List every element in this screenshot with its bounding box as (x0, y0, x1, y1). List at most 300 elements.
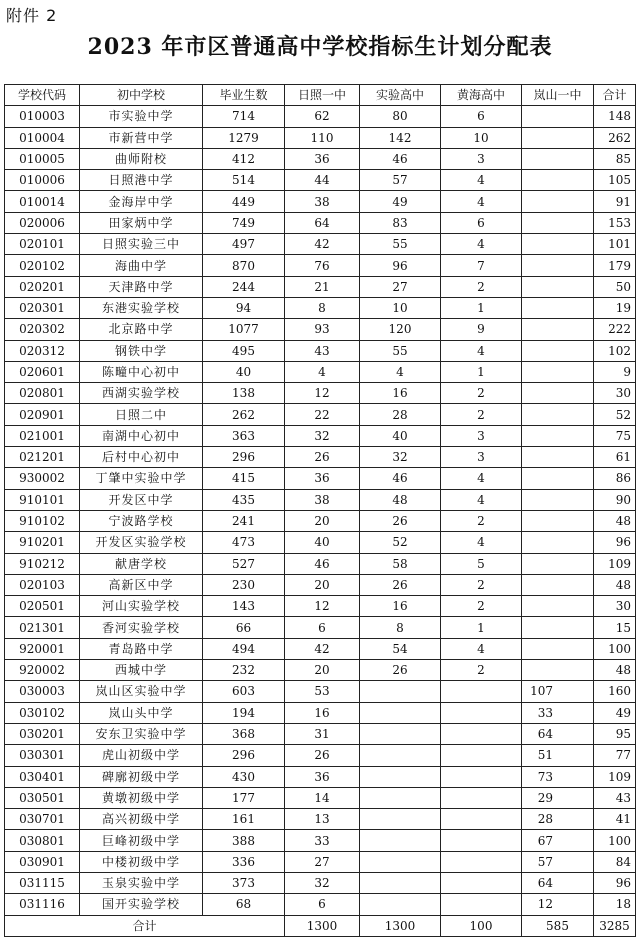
col-header-rizhao-yizhong: 日照一中 (285, 85, 360, 106)
col-header-shiyan-gaozhong: 实验高中 (360, 85, 441, 106)
cell-huanghai-gaozhong: 2 (441, 383, 522, 404)
table-row (5, 425, 636, 446)
cell-total: 100 (594, 830, 636, 851)
table-row (5, 766, 636, 787)
cell-rizhao-yizhong: 46 (285, 553, 360, 574)
cell-graduates: 241 (203, 510, 285, 531)
cell-middle-school: 后村中心初中 (80, 447, 203, 468)
cell-graduates: 363 (203, 425, 285, 446)
cell-rizhao-yizhong: 38 (285, 489, 360, 510)
cell-rizhao-yizhong: 64 (285, 212, 360, 233)
cell-school-code: 910201 (5, 532, 80, 553)
cell-school-code: 030701 (5, 809, 80, 830)
cell-lanshan-yizhong (522, 319, 594, 340)
cell-rizhao-yizhong: 12 (285, 383, 360, 404)
cell-total: 262 (594, 127, 636, 148)
cell-rizhao-yizhong: 44 (285, 170, 360, 191)
cell-total: 109 (594, 766, 636, 787)
cell-huanghai-gaozhong (441, 745, 522, 766)
cell-graduates: 296 (203, 447, 285, 468)
cell-school-code: 031116 (5, 894, 80, 915)
table-row (5, 148, 636, 169)
cell-rizhao-yizhong: 36 (285, 468, 360, 489)
cell-shiyan-gaozhong: 52 (360, 532, 441, 553)
cell-shiyan-gaozhong (360, 766, 441, 787)
table-row (5, 234, 636, 255)
cell-huanghai-gaozhong: 4 (441, 234, 522, 255)
cell-shiyan-gaozhong (360, 745, 441, 766)
cell-middle-school: 田家炳中学 (80, 212, 203, 233)
cell-total: 15 (594, 617, 636, 638)
cell-shiyan-gaozhong: 46 (360, 468, 441, 489)
cell-total: 179 (594, 255, 636, 276)
cell-huanghai-gaozhong: 6 (441, 106, 522, 127)
cell-middle-school: 钢铁中学 (80, 340, 203, 361)
cell-lanshan-yizhong (522, 489, 594, 510)
cell-middle-school: 开发区实验学校 (80, 532, 203, 553)
cell-lanshan-yizhong: 12 (522, 894, 594, 915)
cell-middle-school: 日照实验三中 (80, 234, 203, 255)
cell-huanghai-gaozhong: 1 (441, 361, 522, 382)
cell-rizhao-yizhong: 8 (285, 297, 360, 318)
cell-middle-school: 岚山区实验中学 (80, 681, 203, 702)
cell-shiyan-gaozhong (360, 787, 441, 808)
cell-huanghai-gaozhong: 1 (441, 297, 522, 318)
cell-total: 148 (594, 106, 636, 127)
col-header-middle-school: 初中学校 (80, 85, 203, 106)
cell-graduates: 415 (203, 468, 285, 489)
cell-shiyan-gaozhong: 46 (360, 148, 441, 169)
cell-school-code: 020101 (5, 234, 80, 255)
cell-shiyan-gaozhong: 16 (360, 596, 441, 617)
cell-rizhao-yizhong: 20 (285, 510, 360, 531)
cell-total: 160 (594, 681, 636, 702)
totals-label: 合计 (5, 915, 285, 936)
cell-rizhao-yizhong: 27 (285, 851, 360, 872)
cell-huanghai-gaozhong: 2 (441, 596, 522, 617)
cell-lanshan-yizhong (522, 404, 594, 425)
cell-school-code: 920002 (5, 660, 80, 681)
cell-school-code: 030801 (5, 830, 80, 851)
cell-huanghai-gaozhong: 4 (441, 170, 522, 191)
cell-shiyan-gaozhong: 10 (360, 297, 441, 318)
cell-graduates: 94 (203, 297, 285, 318)
cell-school-code: 021201 (5, 447, 80, 468)
cell-rizhao-yizhong: 33 (285, 830, 360, 851)
cell-rizhao-yizhong: 62 (285, 106, 360, 127)
cell-graduates: 373 (203, 872, 285, 893)
cell-huanghai-gaozhong: 2 (441, 510, 522, 531)
cell-middle-school: 河山实验学校 (80, 596, 203, 617)
cell-graduates: 388 (203, 830, 285, 851)
cell-rizhao-yizhong: 40 (285, 532, 360, 553)
cell-school-code: 010003 (5, 106, 80, 127)
cell-total: 109 (594, 553, 636, 574)
cell-lanshan-yizhong (522, 553, 594, 574)
cell-lanshan-yizhong (522, 170, 594, 191)
cell-middle-school: 市实验中学 (80, 106, 203, 127)
cell-rizhao-yizhong: 6 (285, 894, 360, 915)
table-row (5, 255, 636, 276)
cell-lanshan-yizhong (522, 106, 594, 127)
cell-graduates: 296 (203, 745, 285, 766)
cell-huanghai-gaozhong (441, 702, 522, 723)
cell-rizhao-yizhong: 36 (285, 148, 360, 169)
cell-school-code: 010014 (5, 191, 80, 212)
table-row (5, 745, 636, 766)
table-row (5, 894, 636, 915)
cell-rizhao-yizhong: 13 (285, 809, 360, 830)
cell-graduates: 161 (203, 809, 285, 830)
cell-school-code: 020901 (5, 404, 80, 425)
cell-rizhao-yizhong: 22 (285, 404, 360, 425)
cell-lanshan-yizhong: 67 (522, 830, 594, 851)
cell-graduates: 494 (203, 638, 285, 659)
cell-shiyan-gaozhong: 80 (360, 106, 441, 127)
cell-middle-school: 安东卫实验中学 (80, 723, 203, 744)
cell-middle-school: 香河实验学校 (80, 617, 203, 638)
totals-rizhao-yizhong: 1300 (285, 915, 360, 936)
cell-huanghai-gaozhong: 10 (441, 127, 522, 148)
table-row (5, 596, 636, 617)
cell-total: 30 (594, 383, 636, 404)
cell-school-code: 910102 (5, 510, 80, 531)
cell-rizhao-yizhong: 42 (285, 638, 360, 659)
cell-rizhao-yizhong: 20 (285, 574, 360, 595)
cell-total: 49 (594, 702, 636, 723)
cell-rizhao-yizhong: 110 (285, 127, 360, 148)
cell-school-code: 920001 (5, 638, 80, 659)
cell-huanghai-gaozhong (441, 851, 522, 872)
table-row (5, 212, 636, 233)
cell-school-code: 020103 (5, 574, 80, 595)
table-header-row (5, 85, 636, 106)
cell-huanghai-gaozhong (441, 894, 522, 915)
cell-huanghai-gaozhong: 2 (441, 574, 522, 595)
cell-lanshan-yizhong (522, 596, 594, 617)
cell-graduates: 495 (203, 340, 285, 361)
cell-school-code: 010004 (5, 127, 80, 148)
cell-lanshan-yizhong (522, 127, 594, 148)
table-row (5, 830, 636, 851)
cell-rizhao-yizhong: 26 (285, 745, 360, 766)
cell-graduates: 138 (203, 383, 285, 404)
cell-middle-school: 国开实验学校 (80, 894, 203, 915)
cell-graduates: 1279 (203, 127, 285, 148)
cell-school-code: 030301 (5, 745, 80, 766)
cell-huanghai-gaozhong (441, 872, 522, 893)
cell-shiyan-gaozhong: 27 (360, 276, 441, 297)
table-row (5, 660, 636, 681)
cell-total: 52 (594, 404, 636, 425)
table-row (5, 638, 636, 659)
cell-school-code: 030401 (5, 766, 80, 787)
cell-school-code: 020201 (5, 276, 80, 297)
table-row (5, 510, 636, 531)
cell-graduates: 232 (203, 660, 285, 681)
cell-school-code: 030201 (5, 723, 80, 744)
cell-middle-school: 开发区中学 (80, 489, 203, 510)
cell-total: 41 (594, 809, 636, 830)
cell-rizhao-yizhong: 93 (285, 319, 360, 340)
cell-graduates: 336 (203, 851, 285, 872)
cell-middle-school: 巨峰初级中学 (80, 830, 203, 851)
cell-shiyan-gaozhong (360, 702, 441, 723)
cell-rizhao-yizhong: 42 (285, 234, 360, 255)
cell-huanghai-gaozhong: 9 (441, 319, 522, 340)
cell-graduates: 514 (203, 170, 285, 191)
cell-total: 91 (594, 191, 636, 212)
cell-shiyan-gaozhong (360, 723, 441, 744)
cell-school-code: 010006 (5, 170, 80, 191)
table-row (5, 170, 636, 191)
table-row (5, 447, 636, 468)
cell-huanghai-gaozhong (441, 681, 522, 702)
cell-shiyan-gaozhong: 8 (360, 617, 441, 638)
cell-huanghai-gaozhong: 4 (441, 468, 522, 489)
cell-school-code: 910101 (5, 489, 80, 510)
cell-total: 43 (594, 787, 636, 808)
cell-school-code: 030501 (5, 787, 80, 808)
cell-huanghai-gaozhong: 4 (441, 489, 522, 510)
cell-lanshan-yizhong (522, 212, 594, 233)
cell-school-code: 020102 (5, 255, 80, 276)
table-row (5, 532, 636, 553)
cell-rizhao-yizhong: 36 (285, 766, 360, 787)
cell-total: 18 (594, 894, 636, 915)
cell-rizhao-yizhong: 31 (285, 723, 360, 744)
cell-lanshan-yizhong (522, 468, 594, 489)
cell-total: 95 (594, 723, 636, 744)
cell-rizhao-yizhong: 14 (285, 787, 360, 808)
cell-lanshan-yizhong: 73 (522, 766, 594, 787)
cell-huanghai-gaozhong: 2 (441, 276, 522, 297)
cell-graduates: 177 (203, 787, 285, 808)
table-row (5, 340, 636, 361)
cell-school-code: 010005 (5, 148, 80, 169)
cell-shiyan-gaozhong (360, 894, 441, 915)
cell-lanshan-yizhong (522, 361, 594, 382)
cell-lanshan-yizhong: 57 (522, 851, 594, 872)
cell-shiyan-gaozhong: 26 (360, 574, 441, 595)
cell-shiyan-gaozhong: 48 (360, 489, 441, 510)
cell-middle-school: 陈疃中心初中 (80, 361, 203, 382)
col-header-school-code: 学校代码 (5, 85, 80, 106)
cell-total: 101 (594, 234, 636, 255)
cell-huanghai-gaozhong: 3 (441, 447, 522, 468)
cell-middle-school: 碑廓初级中学 (80, 766, 203, 787)
cell-total: 102 (594, 340, 636, 361)
cell-lanshan-yizhong (522, 660, 594, 681)
cell-middle-school: 虎山初级中学 (80, 745, 203, 766)
cell-lanshan-yizhong (522, 191, 594, 212)
cell-graduates: 66 (203, 617, 285, 638)
cell-middle-school: 丁肇中实验中学 (80, 468, 203, 489)
cell-rizhao-yizhong: 43 (285, 340, 360, 361)
cell-middle-school: 西湖实验学校 (80, 383, 203, 404)
cell-lanshan-yizhong: 64 (522, 872, 594, 893)
cell-rizhao-yizhong: 38 (285, 191, 360, 212)
cell-shiyan-gaozhong: 4 (360, 361, 441, 382)
cell-graduates: 870 (203, 255, 285, 276)
table-body (5, 106, 636, 915)
cell-school-code: 030901 (5, 851, 80, 872)
page-title: 2023 年市区普通高中学校指标生计划分配表 (87, 34, 553, 60)
table-row (5, 872, 636, 893)
cell-huanghai-gaozhong: 3 (441, 148, 522, 169)
cell-huanghai-gaozhong (441, 809, 522, 830)
cell-shiyan-gaozhong: 55 (360, 340, 441, 361)
cell-shiyan-gaozhong: 26 (360, 660, 441, 681)
table-row (5, 106, 636, 127)
table-row (5, 553, 636, 574)
cell-middle-school: 日照二中 (80, 404, 203, 425)
cell-shiyan-gaozhong: 26 (360, 510, 441, 531)
cell-lanshan-yizhong: 64 (522, 723, 594, 744)
cell-graduates: 244 (203, 276, 285, 297)
cell-shiyan-gaozhong: 16 (360, 383, 441, 404)
cell-middle-school: 献唐学校 (80, 553, 203, 574)
cell-middle-school: 北京路中学 (80, 319, 203, 340)
cell-huanghai-gaozhong (441, 787, 522, 808)
cell-shiyan-gaozhong (360, 681, 441, 702)
cell-shiyan-gaozhong: 28 (360, 404, 441, 425)
cell-total: 100 (594, 638, 636, 659)
cell-lanshan-yizhong: 28 (522, 809, 594, 830)
cell-school-code: 030102 (5, 702, 80, 723)
cell-huanghai-gaozhong: 1 (441, 617, 522, 638)
cell-middle-school: 黄墩初级中学 (80, 787, 203, 808)
cell-lanshan-yizhong (522, 532, 594, 553)
cell-total: 75 (594, 425, 636, 446)
col-header-lanshan-yizhong: 岚山一中 (522, 85, 594, 106)
cell-lanshan-yizhong (522, 234, 594, 255)
cell-huanghai-gaozhong: 2 (441, 660, 522, 681)
cell-total: 48 (594, 574, 636, 595)
totals-row (5, 915, 636, 936)
cell-graduates: 603 (203, 681, 285, 702)
cell-graduates: 262 (203, 404, 285, 425)
cell-shiyan-gaozhong: 49 (360, 191, 441, 212)
cell-lanshan-yizhong: 29 (522, 787, 594, 808)
table-row (5, 617, 636, 638)
cell-lanshan-yizhong (522, 340, 594, 361)
cell-school-code: 910212 (5, 553, 80, 574)
cell-middle-school: 高兴初级中学 (80, 809, 203, 830)
cell-school-code: 020301 (5, 297, 80, 318)
cell-graduates: 368 (203, 723, 285, 744)
cell-graduates: 40 (203, 361, 285, 382)
cell-middle-school: 高新区中学 (80, 574, 203, 595)
cell-school-code: 021001 (5, 425, 80, 446)
table-row (5, 276, 636, 297)
cell-huanghai-gaozhong (441, 723, 522, 744)
cell-total: 48 (594, 510, 636, 531)
table-row (5, 851, 636, 872)
cell-graduates: 749 (203, 212, 285, 233)
cell-huanghai-gaozhong: 2 (441, 404, 522, 425)
cell-middle-school: 金海岸中学 (80, 191, 203, 212)
totals-grand-total: 3285 (594, 915, 636, 936)
cell-rizhao-yizhong: 20 (285, 660, 360, 681)
cell-total: 86 (594, 468, 636, 489)
col-header-graduates: 毕业生数 (203, 85, 285, 106)
cell-school-code: 020312 (5, 340, 80, 361)
cell-huanghai-gaozhong (441, 830, 522, 851)
cell-middle-school: 曲师附校 (80, 148, 203, 169)
cell-graduates: 68 (203, 894, 285, 915)
cell-lanshan-yizhong (522, 447, 594, 468)
cell-school-code: 020801 (5, 383, 80, 404)
cell-lanshan-yizhong: 51 (522, 745, 594, 766)
cell-shiyan-gaozhong (360, 851, 441, 872)
table-row (5, 191, 636, 212)
cell-lanshan-yizhong: 107 (522, 681, 594, 702)
cell-middle-school: 日照港中学 (80, 170, 203, 191)
cell-rizhao-yizhong: 16 (285, 702, 360, 723)
cell-rizhao-yizhong: 26 (285, 447, 360, 468)
cell-school-code: 030003 (5, 681, 80, 702)
cell-middle-school: 海曲中学 (80, 255, 203, 276)
cell-graduates: 497 (203, 234, 285, 255)
cell-total: 19 (594, 297, 636, 318)
cell-rizhao-yizhong: 76 (285, 255, 360, 276)
attachment-label: 附件 2 (6, 6, 58, 25)
cell-huanghai-gaozhong (441, 766, 522, 787)
cell-lanshan-yizhong: 33 (522, 702, 594, 723)
cell-graduates: 412 (203, 148, 285, 169)
totals-lanshan-yizhong: 585 (522, 915, 594, 936)
cell-lanshan-yizhong (522, 638, 594, 659)
table-row (5, 681, 636, 702)
cell-lanshan-yizhong (522, 148, 594, 169)
table-row (5, 787, 636, 808)
cell-middle-school: 青岛路中学 (80, 638, 203, 659)
cell-shiyan-gaozhong: 40 (360, 425, 441, 446)
cell-total: 9 (594, 361, 636, 382)
table-row (5, 319, 636, 340)
cell-middle-school: 东港实验学校 (80, 297, 203, 318)
cell-total: 61 (594, 447, 636, 468)
cell-shiyan-gaozhong: 120 (360, 319, 441, 340)
cell-school-code: 020501 (5, 596, 80, 617)
table-row (5, 574, 636, 595)
cell-rizhao-yizhong: 53 (285, 681, 360, 702)
cell-shiyan-gaozhong: 54 (360, 638, 441, 659)
cell-lanshan-yizhong (522, 276, 594, 297)
cell-lanshan-yizhong (522, 255, 594, 276)
cell-middle-school: 天津路中学 (80, 276, 203, 297)
cell-lanshan-yizhong (522, 574, 594, 595)
cell-total: 222 (594, 319, 636, 340)
cell-huanghai-gaozhong: 6 (441, 212, 522, 233)
cell-total: 105 (594, 170, 636, 191)
cell-rizhao-yizhong: 4 (285, 361, 360, 382)
cell-huanghai-gaozhong: 5 (441, 553, 522, 574)
cell-graduates: 449 (203, 191, 285, 212)
cell-total: 96 (594, 872, 636, 893)
cell-shiyan-gaozhong: 96 (360, 255, 441, 276)
table-row (5, 297, 636, 318)
cell-lanshan-yizhong (522, 297, 594, 318)
table-row (5, 809, 636, 830)
cell-graduates: 143 (203, 596, 285, 617)
cell-graduates: 1077 (203, 319, 285, 340)
cell-huanghai-gaozhong: 7 (441, 255, 522, 276)
cell-huanghai-gaozhong: 4 (441, 638, 522, 659)
cell-total: 30 (594, 596, 636, 617)
cell-middle-school: 南湖中心初中 (80, 425, 203, 446)
